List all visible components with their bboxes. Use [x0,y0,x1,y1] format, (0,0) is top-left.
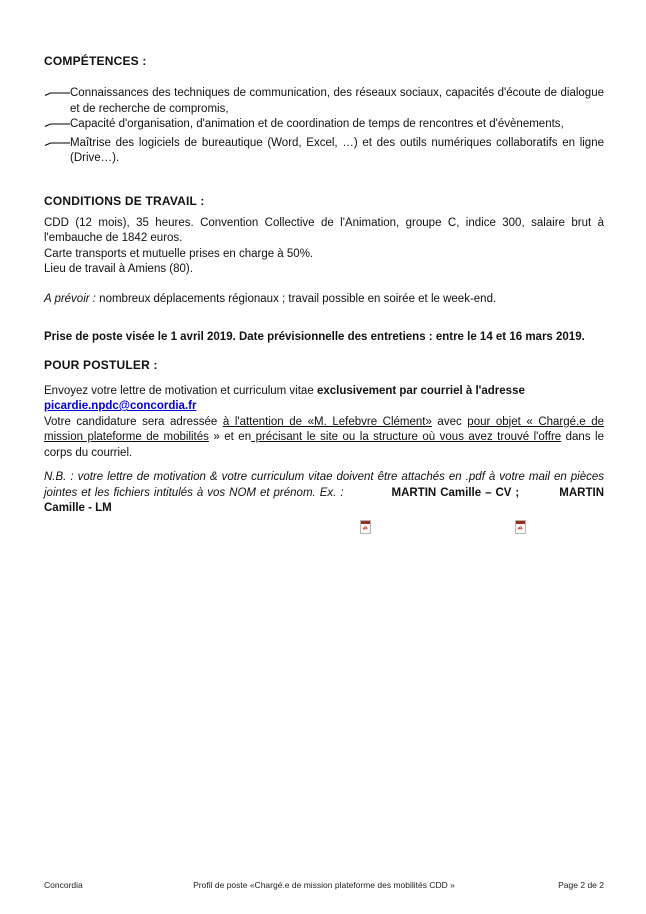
apply-text: Envoyez votre lettre de motivation et curriculum vitae [44,384,317,397]
list-item-text: Connaissances des techniques de communication, des réseaux sociaux, capacités d'écoute de dialogue et de recherche de compromis, [70,87,604,115]
attachments-row [44,519,604,537]
candidature-text: Votre candidature sera adressée [44,415,223,428]
example-filename-cv: MARTIN Camille – CV ; [391,486,520,499]
a-prevoir-label: A prévoir : [44,292,96,305]
apply-text-bold: exclusivement par courriel à l'adresse [316,384,525,397]
footer-organization: Concordia [44,880,83,890]
a-prevoir-line [44,292,604,308]
conditions-line-contract: CDD (12 mois), 35 heures. Convention Collective de l'Animation, groupe C, indice 300, salaire brut à l'embauche de 1842 euros. [44,216,604,244]
pdf-file-icon[interactable] [515,520,526,540]
section-heading-conditions: CONDITIONS DE TRAVAIL : [44,193,205,208]
candidature-site-underlined: précisant le site ou la structure où vous avez trouvé l'offre [251,431,562,443]
candidature-text: dans le corps du courriel. [44,431,605,459]
a-prevoir-text: nombreux déplacements régionaux ; travail possible en soirée et le week-end. [95,292,497,305]
example-filename-lm: MARTIN Camille - LM [44,486,604,514]
list-item [44,86,604,117]
nb-text: N.B. : votre lettre de motivation & votre curriculum vitae doivent être attachés en .pdf à votre mail en pièces jointes et les fichiers intitulés à vos NOM et prénom. Ex. : [44,471,604,499]
candidature-text: » et en [208,431,252,443]
list-item [44,136,604,167]
list-item [44,117,604,136]
candidature-subject-underlined: pour objet « Chargé.e de mission plateforme de mobilités [44,415,604,443]
footer-page-number: Page 2 de 2 [558,880,604,890]
dash-arrow-bullet-icon [44,117,70,136]
conditions-line-transport: Carte transports et mutuelle prises en charge à 50%. [44,247,314,260]
conditions-line-location: Lieu de travail à Amiens (80). [44,263,193,275]
footer-document-title: Profil de poste «Chargé.e de mission plateforme des mobilités CDD » [193,880,455,890]
nb-paragraph [44,470,604,517]
start-date-line: Prise de poste visée le 1 avril 2019. Date prévisionnelle des entretiens : entre le 14 et 16 mars 2019. [44,331,585,343]
list-item-text: Maîtrise des logiciels de bureautique (Word, Excel, …) et des outils numériques collaboratifs en ligne (Drive…). [70,136,604,164]
dash-arrow-bullet-icon [44,136,70,155]
candidature-text: avec [431,415,468,428]
competences-list [44,86,604,167]
email-line [44,399,604,415]
dash-arrow-bullet-icon [44,86,70,105]
section-heading-competences: COMPÉTENCES : [44,54,147,68]
candidature-attention-underlined: à l'attention de «M. Lefebvre Clément» [222,415,432,428]
email-link[interactable]: picardie.npdc@concordia.fr [44,400,197,412]
list-item-text: Capacité d'organisation, d'animation et de coordination de temps de rencontres et d'évènements, [70,118,564,130]
section-heading-postuler: POUR POSTULER : [44,357,158,372]
pdf-file-icon[interactable] [360,520,371,540]
apply-instructions-line [44,384,604,400]
conditions-paragraph [44,216,604,278]
candidature-paragraph [44,415,604,462]
